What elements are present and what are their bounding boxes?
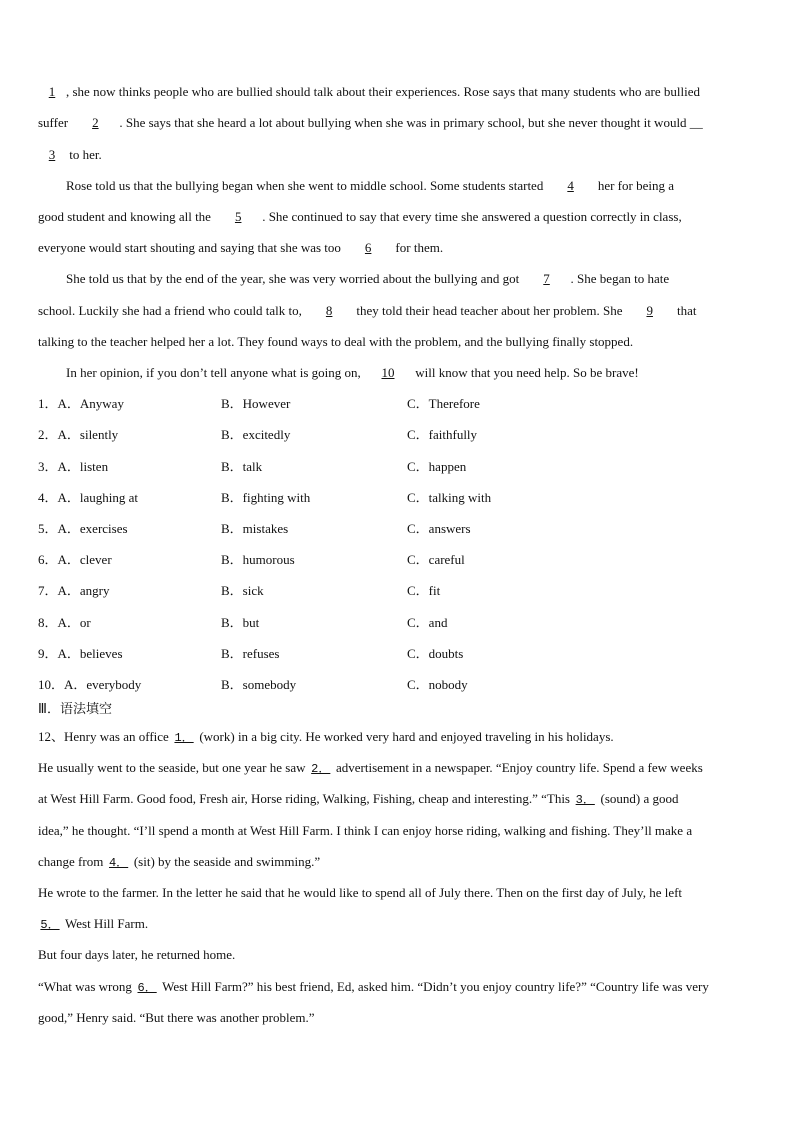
option-row-6 [38,552,112,568]
grammar-blank-1[interactable]: 1． [174,731,194,745]
grammar-line-7 [38,916,148,933]
passage-text: . She began to hate [570,271,670,286]
grammar-line-4 [38,823,692,839]
option-c[interactable]: C．and [407,615,448,630]
blank-3[interactable]: 3 [48,147,56,162]
passage-line-9 [38,334,633,350]
option-a[interactable]: A．believes [57,646,123,661]
option-c[interactable]: C．nobody [407,677,468,692]
grammar-line-2 [38,760,703,777]
passage-text: that [673,303,697,318]
question-number: 9． [38,646,58,661]
option-b[interactable]: B．but [221,615,260,630]
passage-text: they told their head teacher about her problem. She [353,303,626,318]
grammar-text: at West Hill Farm. Good food, Fresh air, Horse riding, Walking, Fishing, cheap and interesting.” “This [38,791,574,806]
option-c[interactable]: C．talking with [407,490,492,505]
question-number: 10． [38,677,65,692]
option-c[interactable]: C．careful [407,552,465,567]
option-c[interactable]: C．fit [407,583,441,598]
question-number: 5． [38,521,58,536]
passage-line-6 [38,240,443,256]
grammar-blank-4[interactable]: 4． [108,856,129,870]
passage-text: good student and knowing all the [38,209,215,224]
grammar-line-1 [38,729,614,746]
grammar-text: He wrote to the farmer. In the letter he said that he would like to spend all of July there. Then on the first day of July, he left [38,885,683,900]
passage-text: her for being a [594,178,674,193]
grammar-text: change from [38,854,107,869]
option-row-8 [38,615,91,631]
grammar-blank-3[interactable]: 3． [575,793,595,807]
passage-line-3 [38,147,102,163]
passage-text: Rose told us that the bullying began when she went to middle school. Some students started [66,178,547,193]
blank-4[interactable]: 4 [567,178,574,193]
passage-line-4 [66,178,674,194]
grammar-line-8 [38,947,235,963]
option-a[interactable]: A．silently [57,427,119,442]
grammar-text: advertisement in a newspaper. “Enjoy country life. Spend a few weeks [332,760,703,775]
grammar-line-10 [38,1010,315,1026]
option-a[interactable]: A．laughing at [57,490,139,505]
passage-text: . She says that she heard a lot about bullying when she was in primary school, but she never thought it would __ [119,115,703,130]
blank-10[interactable]: 10 [381,365,395,380]
grammar-blank-6[interactable]: 6． [137,981,157,995]
option-row-5 [38,521,128,537]
option-row-9 [38,646,123,662]
option-row-10 [38,677,141,693]
grammar-blank-2[interactable]: 2． [311,762,331,776]
question-number: 3． [38,459,58,474]
grammar-line-5 [38,854,320,871]
option-c[interactable]: C．doubts [407,646,464,661]
section-heading: Ⅲ．语法填空 [38,702,112,717]
blank-9[interactable]: 9 [646,303,653,318]
question-number: 4． [38,490,58,505]
option-a[interactable]: A．Anyway [57,396,124,411]
passage-line-5 [38,209,682,225]
grammar-text: (sound) a good [597,791,679,806]
passage-text: . She continued to say that every time she answered a question correctly in class, [262,209,682,224]
option-a[interactable]: A．angry [57,583,110,598]
question-number: 8． [38,615,58,630]
passage-text: to her. [66,147,102,162]
option-c[interactable]: C．Therefore [407,396,480,411]
option-c[interactable]: C．happen [407,459,467,474]
passage-text: , she now thinks people who are bullied should talk about their experiences. Rose says that many students who are bullied [66,84,700,99]
option-b[interactable]: B．However [221,396,291,411]
question-number: 7． [38,583,58,598]
blank-1[interactable]: 1 [48,84,56,99]
passage-text: for them. [392,240,444,255]
blank-6[interactable]: 6 [364,240,372,255]
option-b[interactable]: B．sick [221,583,264,598]
passage-text: talking to the teacher helped her a lot. They found ways to deal with the problem, and the bullying finally stopped. [38,334,634,349]
grammar-line-6 [38,885,682,901]
grammar-text: (sit) by the seaside and swimming.” [130,854,321,869]
passage-line-2 [38,115,703,131]
passage-line-1 [38,84,700,100]
grammar-text: West Hill Farm. [62,916,149,931]
passage-text: suffer [38,115,72,130]
option-a[interactable]: A．or [57,615,91,630]
question-number: 6． [38,552,58,567]
passage-text: will know that you need help. So be brave! [412,365,639,380]
passage-text: She told us that by the end of the year, she was very worried about the bullying and got [66,271,523,286]
option-row-4 [38,490,138,506]
option-b[interactable]: B．fighting with [221,490,311,505]
option-b[interactable]: B．talk [221,459,263,474]
blank-2[interactable]: 2 [92,115,99,130]
option-a[interactable]: A．everybody [64,677,142,692]
grammar-text: But four days later, he returned home. [38,947,236,962]
passage-line-7 [66,271,669,287]
grammar-text: 12、Henry was an office [38,729,173,744]
option-c[interactable]: C．answers [407,521,471,536]
option-a[interactable]: A．listen [57,459,109,474]
option-row-7 [38,583,110,599]
option-b[interactable]: B．refuses [221,646,280,661]
question-number: 2． [38,427,58,442]
grammar-text: (work) in a big city. He worked very hard and enjoyed traveling in his holidays. [196,729,614,744]
grammar-line-9 [38,979,709,996]
grammar-text: idea,” he thought. “I’ll spend a month at West Hill Farm. I think I can enjoy horse riding, walking and fishing. They’ll make a [38,823,693,838]
passage-line-10 [66,365,639,381]
grammar-text: West Hill Farm?” his best friend, Ed, asked him. “Didn’t you enjoy country life?” “Country life was very [159,979,709,994]
grammar-text: “What was wrong [38,979,136,994]
option-c[interactable]: C．faithfully [407,427,478,442]
grammar-line-3 [38,791,678,808]
option-row-2 [38,427,118,443]
blank-8[interactable]: 8 [325,303,333,318]
grammar-blank-5[interactable]: 5． [40,918,60,932]
option-b[interactable]: B．somebody [221,677,297,692]
grammar-text: good,” Henry said. “But there was another problem.” [38,1010,315,1025]
option-row-3 [38,459,108,475]
option-b[interactable]: B．excitedly [221,427,291,442]
option-b[interactable]: B．humorous [221,552,295,567]
blank-7[interactable]: 7 [543,271,550,286]
option-row-1 [38,396,124,412]
passage-text: school. Luckily she had a friend who could talk to, [38,303,306,318]
passage-text: everyone would start shouting and saying that she was too [38,240,345,255]
blank-5[interactable]: 5 [234,209,242,224]
question-number: 1． [38,396,58,411]
option-a[interactable]: A．exercises [57,521,128,536]
grammar-text: He usually went to the seaside, but one year he saw [38,760,309,775]
passage-line-8 [38,303,696,319]
passage-text: In her opinion, if you don’t tell anyone what is going on, [66,365,364,380]
option-a[interactable]: A．clever [57,552,112,567]
option-b[interactable]: B．mistakes [221,521,289,536]
